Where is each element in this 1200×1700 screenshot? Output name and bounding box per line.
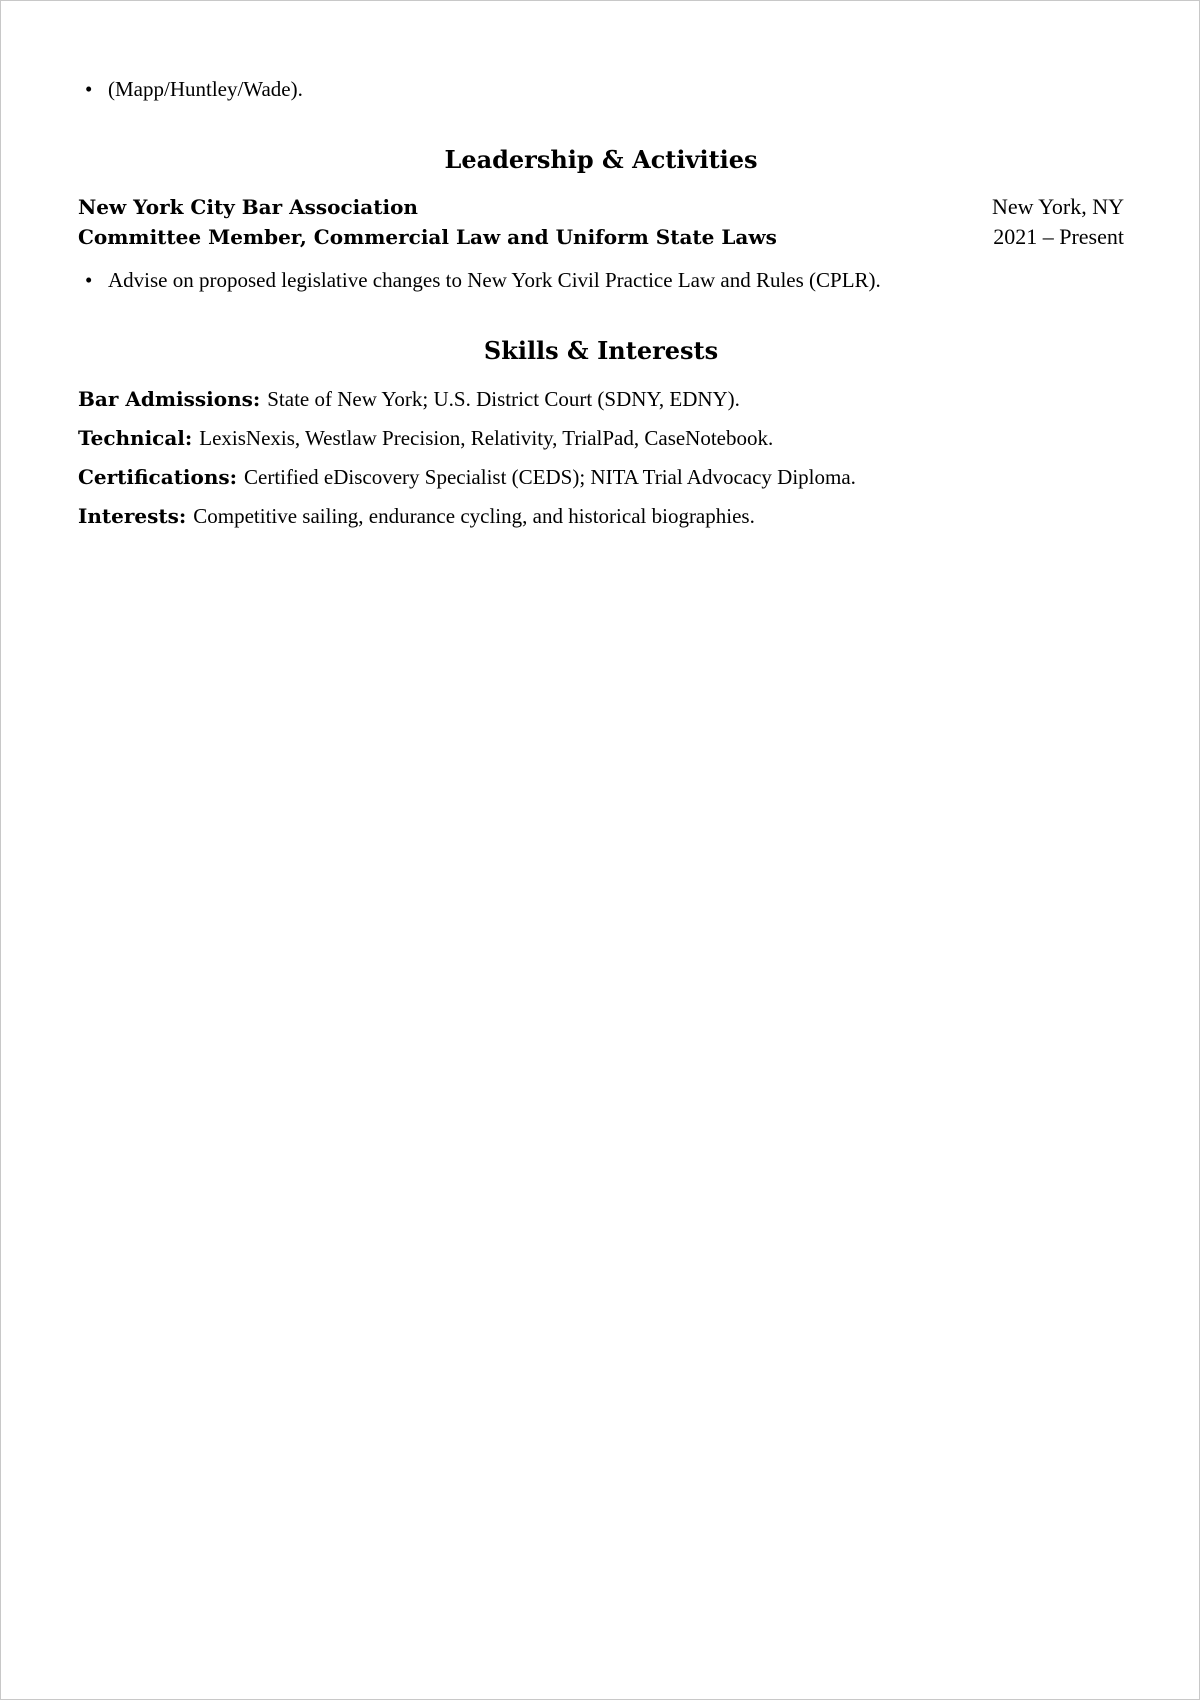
- bullet-item: [78, 75, 1124, 103]
- entry-header-row: [78, 192, 1124, 222]
- skill-value: State of New York; U.S. District Court (SDNY, EDNY).: [267, 387, 740, 411]
- bullet-dot: •: [85, 77, 93, 101]
- entry-bullet-list: [78, 266, 1124, 294]
- skill-value: LexisNexis, Westlaw Precision, Relativity, TrialPad, CaseNotebook.: [199, 426, 774, 450]
- entry-role-row: [78, 222, 1124, 252]
- skill-value: Certified eDiscovery Specialist (CEDS); NITA Trial Advocacy Diploma.: [244, 465, 856, 489]
- skill-label: Technical:: [78, 426, 200, 450]
- entry-location: New York, NY: [991, 194, 1124, 219]
- skill-row-interests: [78, 501, 1124, 531]
- leadership-section-title: Leadership & Activities: [444, 145, 758, 174]
- continued-bullet-list: [78, 75, 1124, 103]
- skill-row-technical: [78, 423, 1124, 453]
- skill-row-bar-admissions: [78, 384, 1124, 414]
- skills-section-title: Skills & Interests: [483, 336, 719, 365]
- bullet-text: Advise on proposed legislative changes to New York Civil Practice Law and Rules (CPLR).: [108, 268, 881, 292]
- skill-row-certifications: [78, 462, 1124, 492]
- bullet-text: (Mapp/Huntley/Wade).: [108, 77, 303, 101]
- skill-label: Certifications:: [78, 465, 245, 489]
- entry-dates: 2021 – Present: [993, 224, 1124, 249]
- skill-label: Bar Admissions:: [78, 387, 268, 411]
- skill-value: Competitive sailing, endurance cycling, and historical biographies.: [193, 504, 755, 528]
- bullet-dot: •: [85, 268, 93, 292]
- organization-name: New York City Bar Association: [78, 195, 418, 219]
- entry-role: Committee Member, Commercial Law and Uniform State Laws: [78, 225, 777, 249]
- skill-label: Interests:: [78, 504, 194, 528]
- bullet-item: [78, 266, 1124, 294]
